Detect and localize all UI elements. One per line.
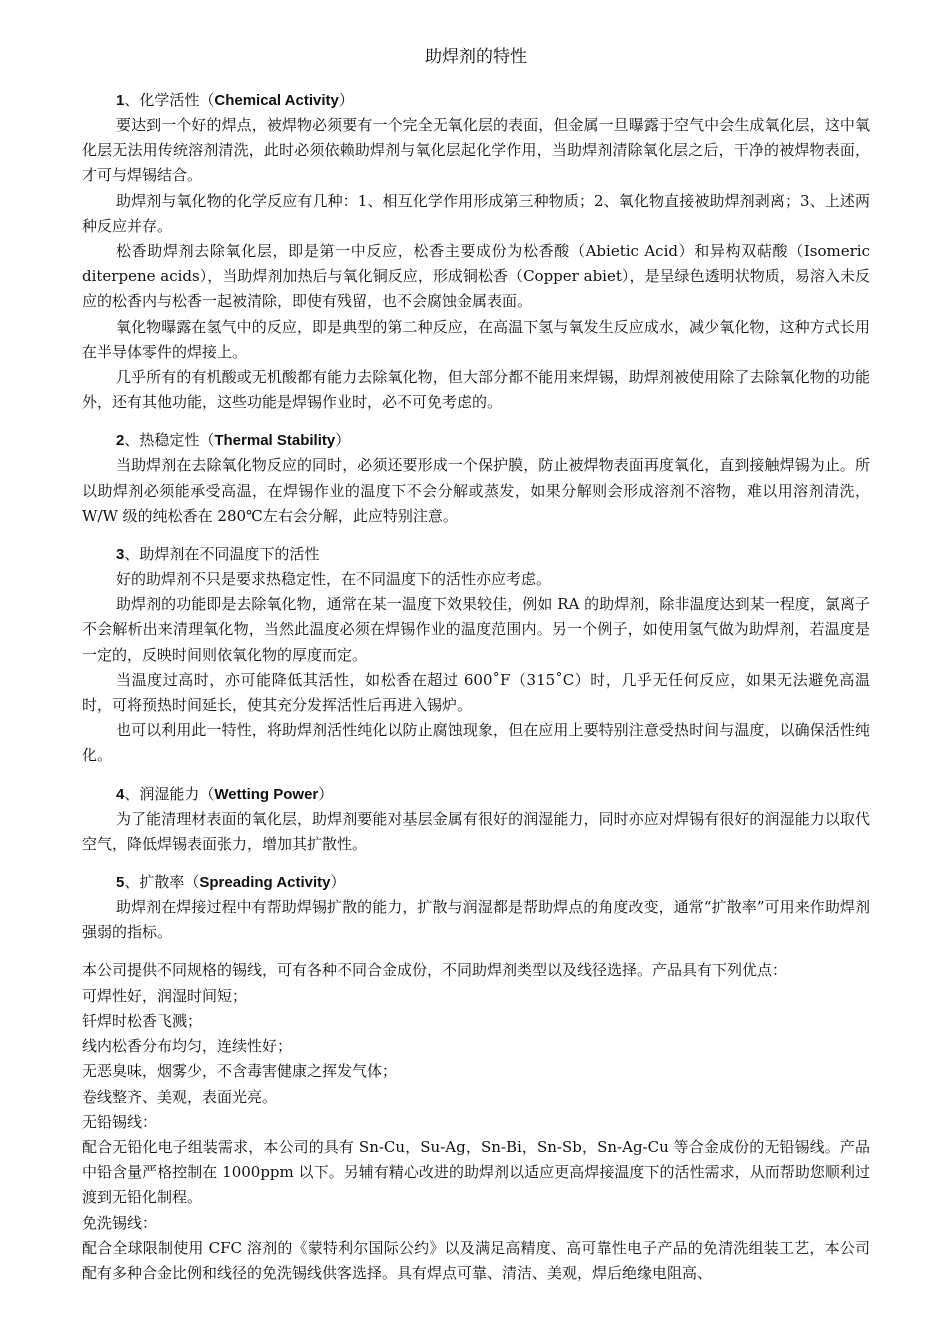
paragraph: 当助焊剂在去除氧化物反应的同时，必须还要形成一个保护膜，防止被焊物表面再度氧化，直到接触焊锡为止。所以助焊剂必须能承受高温，在焊锡作业的温度下不会分解或蒸发，如果分解则会形成溶剂不溶物，难以用溶剂清洗，W/W 级的纯松香在 280℃左右会分解，此应特别注意。 bbox=[82, 456, 870, 525]
section-number: 2 bbox=[116, 432, 125, 450]
section-heading-close: ） bbox=[338, 91, 354, 109]
document-page bbox=[82, 44, 870, 1286]
section-temperature-activity bbox=[82, 542, 870, 769]
text-line: 钎焊时松香飞溅； bbox=[82, 1011, 203, 1030]
section-heading-cn: 、助焊剂在不同温度下的活性 bbox=[124, 545, 320, 564]
paragraph: 也可以利用此一特性，将助焊剂活性纯化以防止腐蚀现象，但在应用上要特别注意受热时间与温度，以确保活性纯化。 bbox=[82, 721, 870, 765]
section-heading-close: ） bbox=[330, 873, 346, 892]
text-line: 卷线整齐、美观，表面光亮。 bbox=[82, 1087, 278, 1106]
paragraph: 为了能清理材表面的氧化层，助焊剂要能对基层金属有很好的润湿能力，同时亦应对焊锡有很好的润湿能力以取代空气，降低焊锡表面张力，增加其扩散性。 bbox=[82, 809, 870, 853]
section-number: 3 bbox=[116, 546, 125, 564]
text-line: 配合全球限制使用 CFC 溶剂的《蒙特利尔国际公约》以及满足高精度、高可靠性电子产品的免清洗组装工艺，本公司配有多种合金比例和线径的免洗锡线供客选择。具有焊点可靠、清洁、美观，焊后绝缘电阻高、 bbox=[82, 1238, 870, 1282]
section-heading bbox=[82, 542, 870, 567]
subheading-no-clean: 免洗锡线： bbox=[82, 1213, 158, 1232]
document-title: 助焊剂的特性 bbox=[425, 47, 527, 67]
text-line: 本公司提供不同规格的锡线，可有各种不同合金成份，不同助焊剂类型以及线径选择。产品具有下列优点： bbox=[82, 961, 788, 980]
section-heading-close: ） bbox=[318, 784, 334, 803]
section-heading-cn: 、润湿能力（ bbox=[124, 784, 215, 803]
section-thermal-stability bbox=[82, 428, 870, 529]
paragraph: 助焊剂与氧化物的化学反应有几种：1、相互化学作用形成第三种物质；2、氧化物直接被助焊剂剥离；3、上述两种反应并存。 bbox=[82, 191, 870, 235]
text-line: 可焊性好，润湿时间短； bbox=[82, 986, 248, 1005]
product-description bbox=[82, 958, 870, 1286]
section-number: 5 bbox=[116, 874, 125, 892]
subheading-lead-free: 无铅锡线： bbox=[82, 1112, 158, 1131]
section-heading-cn: 、化学活性（ bbox=[124, 91, 215, 109]
paragraph: 松香助焊剂去除氧化层，即是第一中反应，松香主要成份为松香酸（Abietic Acid）和异构双萜酸（Isomeric diterpene acids），当助焊剂加热后与氧化铜反应，形成铜松香（Copper abiet），是呈绿色透明状物质，易溶入未反应的松香内与松香一起被清除，即使有残留，也不会腐蚀金属表面。 bbox=[82, 242, 870, 311]
text-line: 配合无铅化电子组装需求，本公司的具有 Sn-Cu，Su-Ag，Sn-Bi，Sn-Sb，Sn-Ag-Cu 等合金成份的无铅锡线。产品中铅含量严格控制在 1000ppm 以下。另辅有精心改进的助焊剂以适应更高焊接温度下的活性需求，从而帮助您顺利过渡到无铅化制程。 bbox=[82, 1137, 870, 1207]
section-heading-cn: 、扩散率（ bbox=[124, 873, 200, 892]
section-heading-close: ） bbox=[335, 431, 351, 450]
section-heading-en: Thermal Stability bbox=[214, 432, 336, 450]
paragraph: 几乎所有的有机酸或无机酸都有能力去除氧化物，但大部分都不能用来焊锡，助焊剂被使用除了去除氧化物的功能外，还有其他功能，这些功能是焊锡作业时，必不可免考虑的。 bbox=[82, 368, 870, 412]
section-heading-en: Spreading Activity bbox=[199, 874, 331, 892]
paragraph: 当温度过高时，亦可能降低其活性，如松香在超过 600˚F（315˚C）时，几乎无任何反应，如果无法避免高温时，可将预热时间延长，使其充分发挥活性后再进入锡炉。 bbox=[82, 670, 870, 715]
section-heading-en: Chemical Activity bbox=[214, 92, 339, 109]
section-chemical-activity bbox=[82, 88, 870, 415]
section-number: 1 bbox=[116, 92, 125, 109]
section-heading bbox=[82, 428, 870, 453]
section-heading bbox=[82, 870, 870, 895]
section-heading-cn: 、热稳定性（ bbox=[124, 431, 215, 450]
paragraph: 好的助焊剂不只是要求热稳定性，在不同温度下的活性亦应考虑。 bbox=[116, 570, 552, 589]
section-heading-en: Wetting Power bbox=[214, 785, 319, 803]
section-heading bbox=[82, 782, 870, 807]
section-wetting-power bbox=[82, 782, 870, 857]
text-line: 线内松香分布均匀，连续性好； bbox=[82, 1037, 293, 1056]
section-heading bbox=[82, 88, 870, 113]
paragraph: 氧化物曝露在氢气中的反应，即是典型的第二种反应，在高温下氢与氧发生反应成水，减少氧化物，这种方式长用在半导体零件的焊接上。 bbox=[82, 317, 870, 361]
paragraph: 助焊剂的功能即是去除氧化物，通常在某一温度下效果较佳，例如 RA 的助焊剂，除非温度达到某一程度，氯离子不会解析出来清理氧化物，当然此温度必须在焊锡作业的温度范围内。另一个例子，如使用氢气做为助焊剂，若温度是一定的，反映时间则依氧化物的厚度而定。 bbox=[82, 595, 870, 664]
text-line: 无恶臭味，烟雾少，不含毒害健康之挥发气体； bbox=[82, 1062, 398, 1081]
section-number: 4 bbox=[116, 785, 125, 803]
section-spreading-activity bbox=[82, 870, 870, 945]
paragraph: 助焊剂在焊接过程中有帮助焊锡扩散的能力，扩散与润湿都是帮助焊点的角度改变，通常“扩散率”可用来作助焊剂强弱的指标。 bbox=[82, 898, 870, 942]
paragraph: 要达到一个好的焊点，被焊物必须要有一个完全无氧化层的表面，但金属一旦曝露于空气中会生成氧化层，这中氧化层无法用传统溶剂清洗，此时必须依赖助焊剂与氧化层起化学作用，当助焊剂清除氧化层之后，干净的被焊物表面，才可与焊锡结合。 bbox=[82, 116, 870, 185]
